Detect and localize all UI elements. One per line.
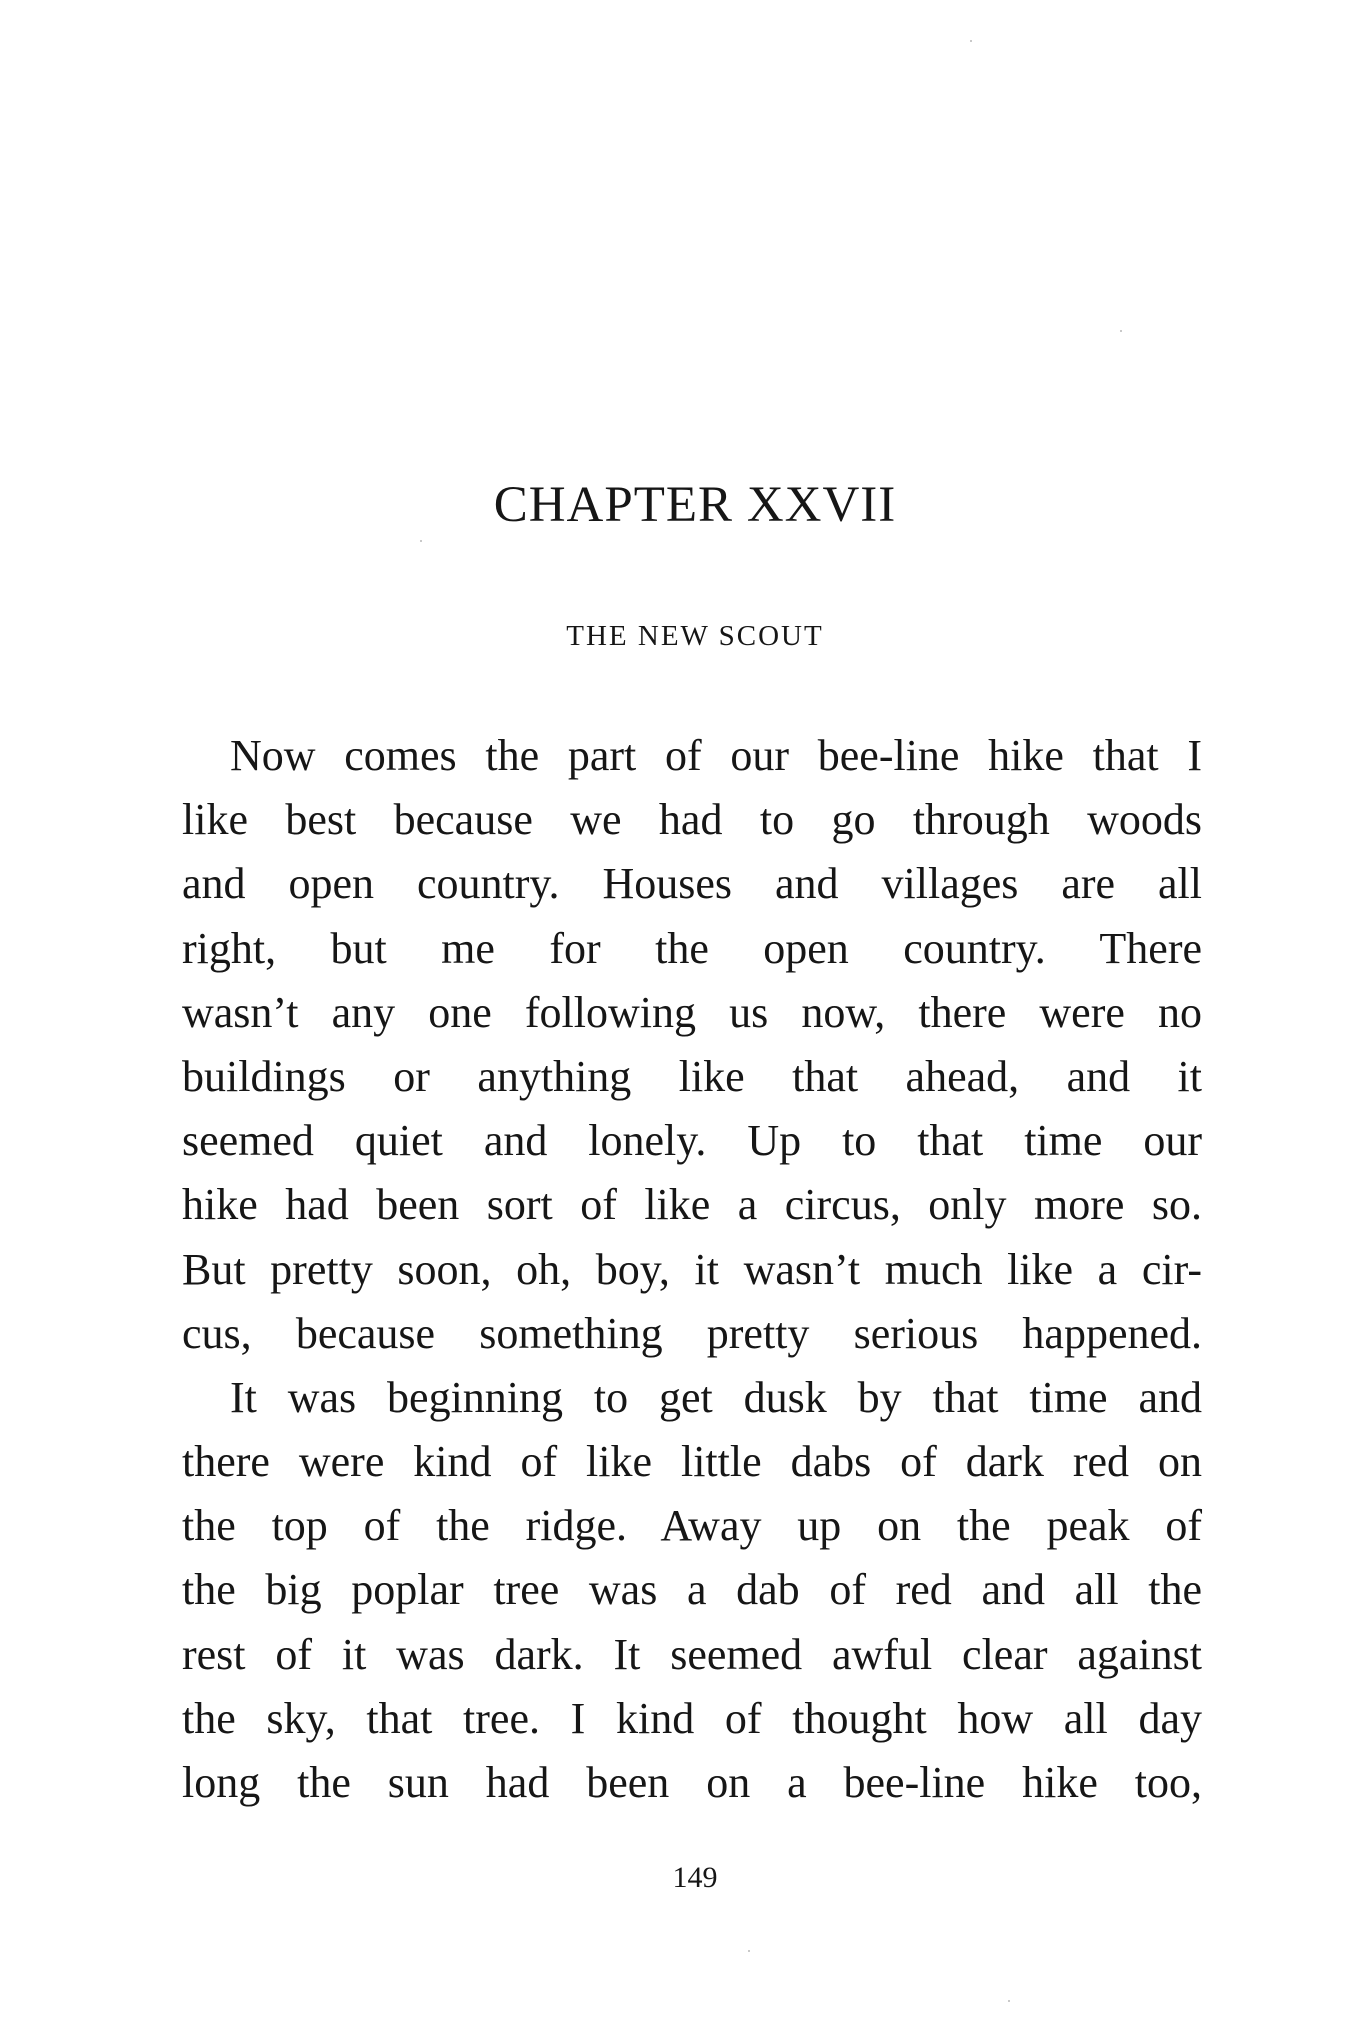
text-line: hike had been sort of like a circus, only more so. bbox=[182, 1180, 1202, 1230]
paper-speck bbox=[970, 40, 972, 42]
text-line: the sky, that tree. I kind of thought how all day bbox=[182, 1693, 1202, 1743]
chapter-title: CHAPTER XXVII bbox=[493, 477, 897, 533]
text-line: rest of it was dark. It seemed awful clear against bbox=[182, 1629, 1202, 1679]
text-line: long the sun had been on a bee-line hike too, bbox=[182, 1758, 1202, 1807]
text-line: cus, because something pretty serious happened. bbox=[182, 1308, 1202, 1358]
text-line: Now comes the part of our bee-line hike that I bbox=[230, 731, 1202, 780]
paper-speck bbox=[420, 540, 422, 542]
body-text bbox=[182, 724, 1202, 1815]
text-line: right, but me for the open country. There bbox=[182, 923, 1202, 973]
text-line: and open country. Houses and villages are all bbox=[182, 859, 1202, 909]
text-line: buildings or anything like that ahead, and it bbox=[182, 1051, 1202, 1101]
text-line: the big poplar tree was a dab of red and all the bbox=[182, 1565, 1202, 1615]
page-number: 149 bbox=[672, 1861, 718, 1894]
paper-speck bbox=[1120, 330, 1122, 332]
text-line: seemed quiet and lonely. Up to that time our bbox=[182, 1116, 1202, 1166]
text-line: But pretty soon, oh, boy, it wasn’t much like a cir- bbox=[182, 1244, 1202, 1294]
text-line: there were kind of like little dabs of dark red on bbox=[182, 1437, 1202, 1487]
text-line: like best because we had to go through woods bbox=[182, 795, 1202, 845]
text-line: wasn’t any one following us now, there were no bbox=[182, 987, 1202, 1037]
text-line: the top of the ridge. Away up on the peak of bbox=[182, 1501, 1202, 1551]
paper-speck bbox=[1008, 2000, 1010, 2002]
chapter-subtitle: THE NEW SCOUT bbox=[566, 620, 824, 652]
paper-speck bbox=[748, 1950, 750, 1952]
text-line: It was beginning to get dusk by that time and bbox=[230, 1372, 1202, 1422]
